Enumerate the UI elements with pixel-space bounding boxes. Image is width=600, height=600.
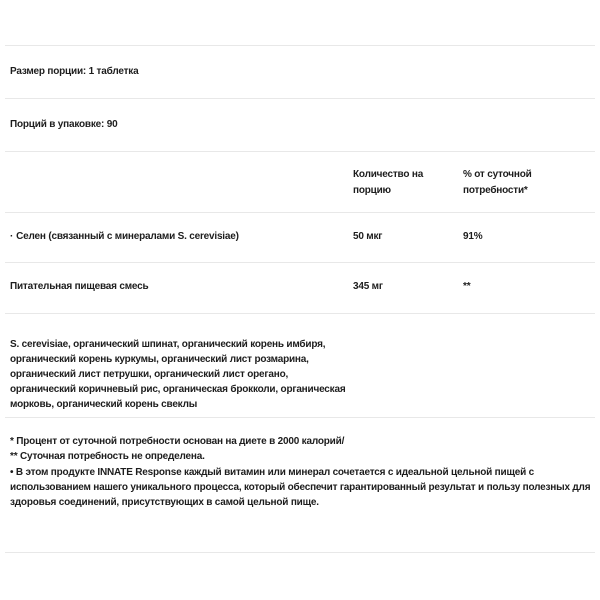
- footnote-line: здоровья соединений, присутствующих в самой цельной пище.: [10, 497, 319, 509]
- column-header-daily-value: % от суточной потребности*: [463, 169, 532, 196]
- nutrient-name: Селен (связанный с минералами S. cerevisiae): [16, 231, 239, 242]
- divider: [5, 262, 595, 263]
- servings-per-container-text: Порций в упаковке: 90: [10, 119, 118, 130]
- divider: [5, 313, 595, 314]
- ingredients-list: [10, 337, 345, 412]
- ingredients-line: органический лист петрушки, органический лист орегано,: [10, 369, 289, 380]
- ingredients-line: органический корень куркумы, органический лист розмарина,: [10, 354, 309, 365]
- footnote-line: ** Суточная потребность не определена.: [10, 451, 205, 463]
- nutrient-amount: 345 мг: [353, 281, 383, 292]
- divider: [5, 552, 595, 553]
- ingredients-line: органический коричневый рис, органическая брокколи, органическая: [10, 384, 346, 395]
- serving-size-text: Размер порции: 1 таблетка: [10, 66, 139, 77]
- footnote-line: * Процент от суточной потребности основан на диете в 2000 калорий/: [10, 436, 345, 447]
- column-header-amount: Количество на порцию: [353, 169, 424, 196]
- footnote-line: • В этом продукте INNATE Response каждый витамин или минерал сочетается с идеальной цельной пищей с: [10, 466, 534, 478]
- table-row-nutrient-name: Питательная пищевая смесь: [10, 281, 149, 292]
- ingredients-line: S. cerevisiae, органический шпинат, органический корень имбиря,: [10, 339, 326, 350]
- divider: [5, 417, 595, 418]
- divider: [5, 98, 595, 99]
- divider: [5, 45, 595, 46]
- footnote-line: использованием нашего уникального процесса, который обеспечит гарантированный результат и пользу полезных для: [10, 481, 591, 493]
- divider: [5, 212, 595, 213]
- nutrient-amount: 50 мкг: [353, 231, 383, 242]
- bullet-marker: ·: [10, 231, 14, 242]
- nutrient-daily-value: **: [463, 281, 471, 292]
- footnotes: [10, 434, 590, 510]
- nutrient-daily-value: 91%: [463, 231, 483, 242]
- table-row-nutrient-name: [10, 231, 239, 242]
- divider: [5, 151, 595, 152]
- ingredients-line: морковь, органический корень свеклы: [10, 399, 198, 410]
